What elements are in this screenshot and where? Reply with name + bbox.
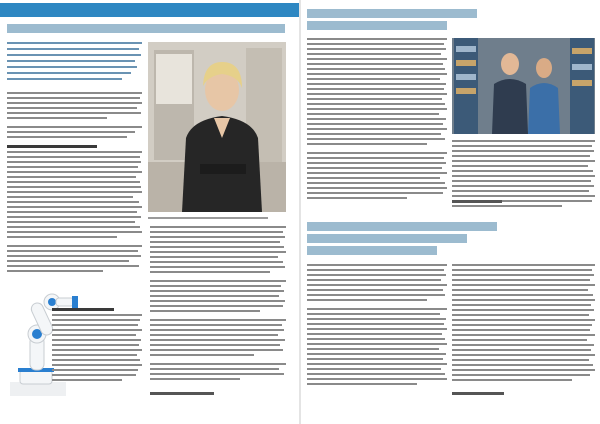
- article-2-url: [452, 392, 504, 395]
- article-2-headline-line-2: [307, 234, 467, 243]
- article-1-headline: [307, 9, 477, 18]
- section-header-bar: [0, 3, 299, 17]
- article-headline: [7, 24, 285, 33]
- right-footer: [521, 408, 595, 416]
- section-tagline: [120, 8, 270, 12]
- right-page: [301, 0, 600, 424]
- article-2-headline: [307, 222, 497, 231]
- portrait-photo: [148, 42, 286, 212]
- article-lead: [7, 42, 142, 84]
- left-body-column-1: [7, 92, 142, 275]
- right-article-2-column-2: [452, 264, 595, 384]
- left-page: [0, 0, 299, 424]
- sidebar-heading: [52, 308, 114, 311]
- photo-caption: [148, 217, 268, 219]
- robot-sidebar: [4, 282, 144, 400]
- article-1-headline-line-2: [307, 21, 447, 30]
- warehouse-workers-illustration: [452, 38, 595, 134]
- portrait-illustration: [148, 42, 286, 212]
- subheading-1: [7, 145, 97, 148]
- right-article-2-column-1: [307, 264, 447, 388]
- article-2-headline-line-3: [307, 246, 437, 255]
- sidebar-text: [52, 308, 142, 384]
- warehouse-photo: [452, 38, 595, 134]
- left-article-url: [150, 392, 214, 395]
- right-article-1-column-1: [307, 38, 447, 202]
- article-1-url: [452, 200, 502, 203]
- left-footer: [7, 408, 87, 416]
- left-body-column-2: [150, 226, 286, 383]
